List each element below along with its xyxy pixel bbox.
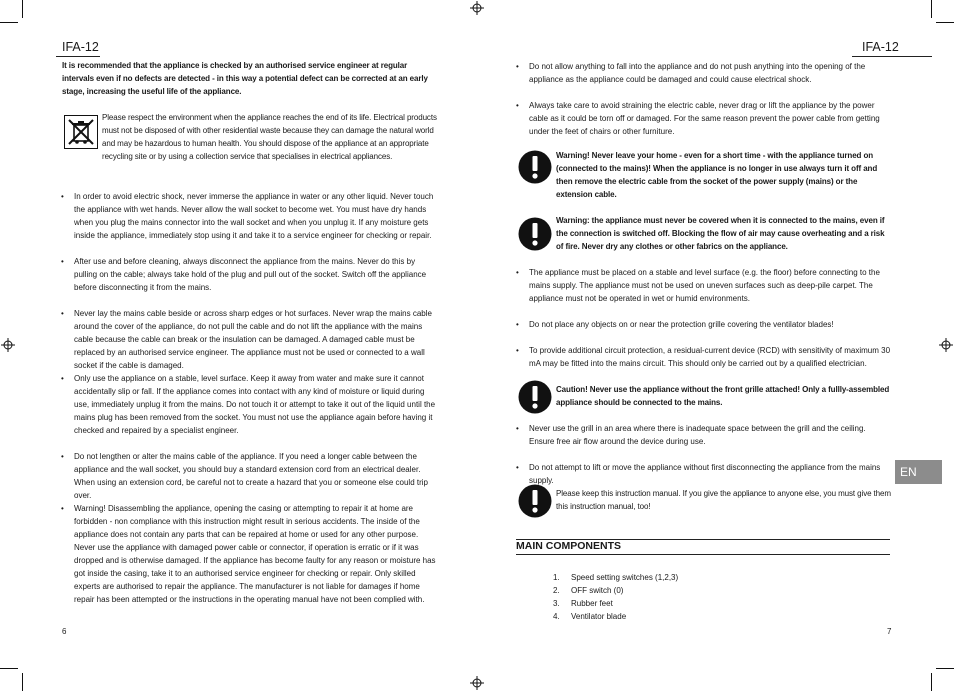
component-item: 4. Ventilator blade xyxy=(553,612,627,621)
list-item: • Do not place any objects on or near the protection grille covering the ventilator blades! xyxy=(516,320,834,329)
crop-mark xyxy=(931,673,932,691)
page-number: 7 xyxy=(887,627,892,636)
language-tab: EN xyxy=(895,460,942,484)
list-item: • Warning! Disassembling the appliance, opening the casing or attempting to repair it at home are forbidden - non compliance with this instruction might result in serious accidents. The inside of the appliance does not contain any parts that can be repaired at home or used for any other purpose. Never use the appliance with damaged power cable or connector, if operation is erratic or if it was dropped and is otherwise damaged. If the appliance has become faulty for any reason or moisture has got inside the casing, take it to an authorised service engineer for checking or repair. Only skilled experts are authorised to repair the appliance. The manufacturer is not liable for damages if home repair has been attempted or the instructions in the operating manual have not been complied with. xyxy=(61,504,436,604)
crop-mark xyxy=(931,0,932,18)
page-number: 6 xyxy=(62,627,67,636)
heading-rule xyxy=(516,539,890,540)
model-underline xyxy=(56,56,100,57)
intro-text: It is recommended that the appliance is checked by an authorised service engineer at regular intervals even if no defects are detected - in this way a potential defect can be corrected at an early stage, increasing the useful life of the appliance. xyxy=(62,61,428,96)
list-item: • Always take care to avoid straining the electric cable, never drag or lift the appliance by the power cable as it could be torn off or damaged. For the same reason prevent the power cable from getting under the feet of chairs or other furniture. xyxy=(516,101,880,136)
component-item: 1. Speed setting switches (1,2,3) xyxy=(553,573,679,582)
list-item: • Only use the appliance on a stable, level surface. Keep it away from water and make sure it cannot accidentally slip or fall. If the appliance comes into contact with any kind of moisture or liquid during use, immediately unplug it from the mains. Do not touch it or attempt to take it out of the liquid until the mains plug has been removed from the socket. You must not use the appliance again before having it checked and repaired by a specialist engineer. xyxy=(61,374,436,435)
caution-text: Caution! Never use the appliance without the front grille attached! Only a fullly-assembled appliance should be connected to the mains. xyxy=(556,385,890,407)
model-underline xyxy=(852,56,932,57)
exclamation-warning-icon xyxy=(518,380,552,414)
list-item: • Never use the grill in an area where there is inadequate space between the grill and the ceiling. Ensure free air flow around the device during use. xyxy=(516,424,866,446)
registration-mark-icon xyxy=(939,338,953,352)
warning-text: Warning! Never leave your home - even for a short time - with the appliance turned on (connected to the mains)! When the appliance is no longer in use always turn it off and then remove the electric cable from the socket of the power supply (mains) or the extension cable. xyxy=(556,151,878,199)
exclamation-warning-icon xyxy=(518,484,552,518)
section-heading: MAIN COMPONENTS xyxy=(516,540,621,552)
recycling-bin-crossed-icon xyxy=(64,115,98,149)
keep-manual-text: Please keep this instruction manual. If you give the appliance to anyone else, you must give them this instruction manual, too! xyxy=(556,489,891,511)
crop-mark xyxy=(936,22,954,23)
warning-text: Warning: the appliance must never be covered when it is connected to the mains, even if the connection is switched off. Blocking the flow of air may cause overheating and a risk of fire. Never dry any clothes or other fabrics on the appliance. xyxy=(556,216,885,251)
component-item: 3. Rubber feet xyxy=(553,599,613,608)
heading-rule xyxy=(516,554,890,555)
list-item: • The appliance must be placed on a stable and level surface (e.g. the floor) before connecting to the mains supply. The appliance must not be used on uneven surfaces such as deep-pile carpet. The appliance must not be operated in wet or humid environments. xyxy=(516,268,880,303)
list-item: • Do not lengthen or alter the mains cable of the appliance. If you need a longer cable between the appliance and the wall socket, you should buy a standard extension cord from an electrical dealer. When using an extension cord, be careful not to create a hazard that you or someone else could trip over. xyxy=(61,452,428,500)
list-item: • In order to avoid electric shock, never immerse the appliance in water or any other liquid. Never touch the appliance with wet hands. Never allow the wall socket to become wet. You must have dry hands when you plug the mains connector into the wall socket and when you unplug it. If any moisture gets inside the appliance, immediately stop using it and take it to a service engineer for checking or repair. xyxy=(61,192,434,240)
exclamation-warning-icon xyxy=(518,150,552,184)
list-item: • Never lay the mains cable beside or across sharp edges or hot surfaces. Never wrap the mains cable around the cover of the appliance, do not pull the cable and do not lift the appliance with the mains cable because the cable can break or the insulation can be damaged. A damaged cable must be replaced by an authorised service engineer. The appliance must not be used or connected to a wall socket if the cable is damaged. xyxy=(61,309,432,370)
component-item: 2. OFF switch (0) xyxy=(553,586,624,595)
list-item: • To provide additional circuit protection, a residual-current device (RCD) with sensitivity of maximum 30 mA may be fitted into the mains circuit. This should only be carried out by a qualified electrician. xyxy=(516,346,891,368)
list-item: • After use and before cleaning, always disconnect the appliance from the mains. Never do this by pulling on the cable; always take hold of the plug and pull out of the socket. Switch off the appliance before disconnecting it from the mains. xyxy=(61,257,427,292)
crop-mark xyxy=(936,668,954,669)
exclamation-warning-icon xyxy=(518,217,552,251)
model-label: IFA-12 xyxy=(62,40,99,54)
list-item: • Do not allow anything to fall into the appliance and do not push anything into the opening of the appliance as the appliance could be damaged and could cause electrical shock. xyxy=(516,62,866,84)
list-item: • Do not attempt to lift or move the appliance without first disconnecting the appliance from the mains supply. xyxy=(516,463,881,485)
model-label: IFA-12 xyxy=(862,40,899,54)
environment-text: Please respect the environment when the appliance reaches the end of its life. Electrical products must not be disposed of with other residential waste because they can damage the natural world and may be hazardous to human health. You should dispose of the appliance at an appropriate recycling site or by using a collection service that specialises in electrical appliances. xyxy=(102,113,437,161)
